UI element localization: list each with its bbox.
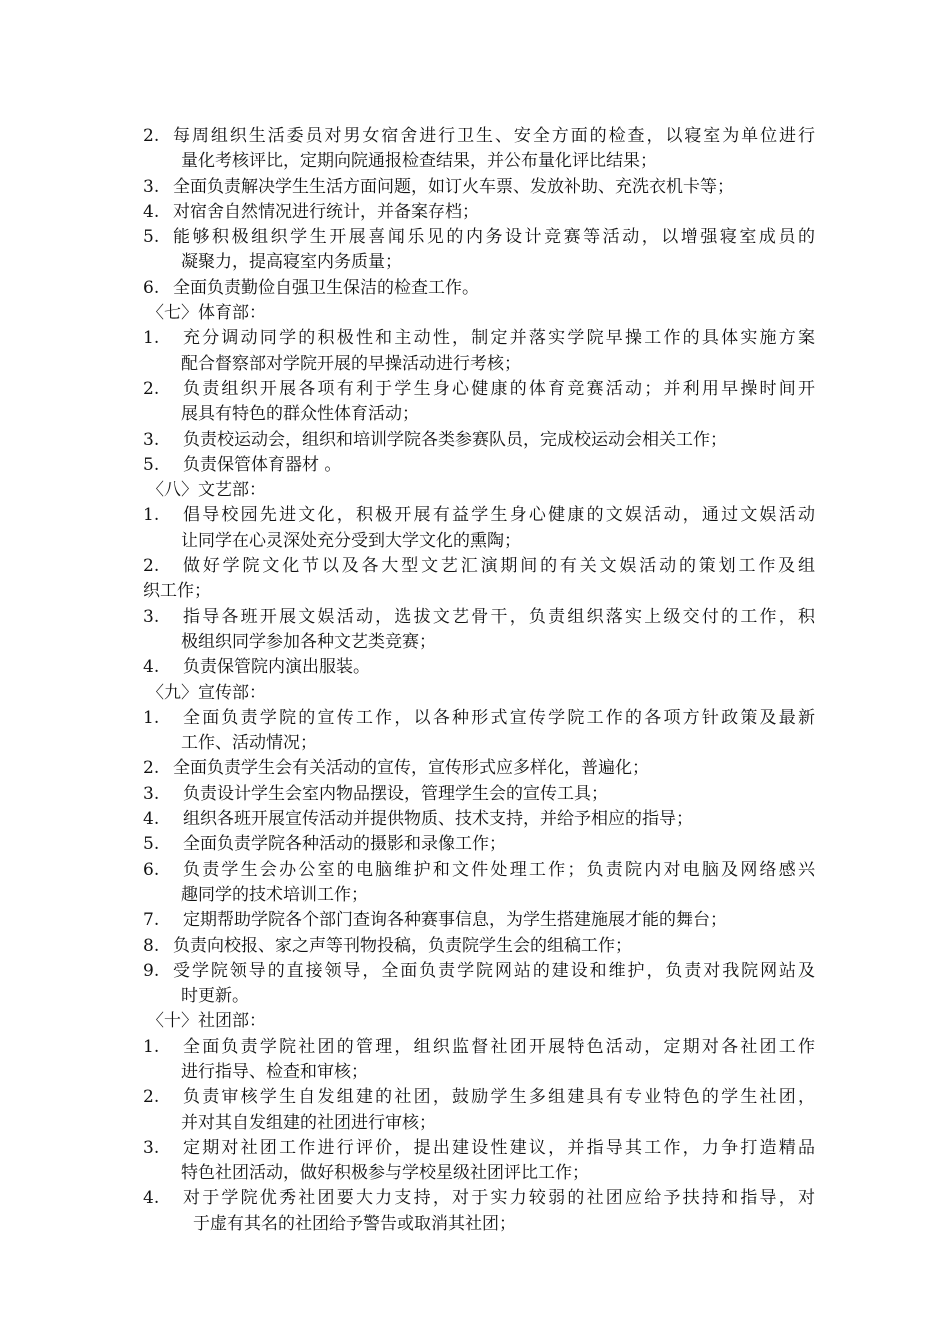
list-item-number: 4.: [143, 657, 160, 678]
list-item: [143, 276, 815, 301]
list-item-text: 量化考核评比，定期向院通报检查结果，并公布量化评比结果；: [181, 151, 657, 172]
list-item-continuation: [143, 1161, 815, 1186]
list-item-continuation: [143, 149, 815, 174]
list-item-number: 7.: [143, 910, 160, 931]
list-item-text: 负责组织开展各项有利于学生身心健康的体育竞赛活动；并利用早操时间开: [183, 378, 815, 399]
list-item-number: 1.: [143, 328, 160, 349]
list-item-text: 倡导校园先进文化，积极开展有益学生身心健康的文娱活动，通过文娱活动: [183, 505, 815, 526]
list-item-text: 全面负责学生会有关活动的宣传，宣传形式应多样化，普遍化；: [173, 758, 649, 779]
list-item: [143, 858, 815, 883]
list-item-continuation: [143, 402, 815, 427]
list-item-continuation: [143, 250, 815, 275]
list-item-text: 让同学在心灵深处充分受到大学文化的熏陶；: [181, 530, 521, 551]
list-item-text: 对于学院优秀社团要大力支持，对于实力较弱的社团应给予扶持和指导，对: [183, 1188, 815, 1209]
list-item-continuation: [143, 352, 815, 377]
list-item-number: 4.: [143, 201, 160, 222]
list-item: [143, 124, 815, 149]
list-item-number: 3.: [143, 606, 160, 627]
list-item-text: 极组织同学参加各种文艺类竞赛；: [181, 631, 436, 652]
list-item-text: 负责学生会办公室的电脑维护和文件处理工作；负责院内对电脑及网络感兴: [183, 859, 815, 880]
list-item: [143, 807, 815, 832]
list-item-text: 定期帮助学院各个部门查询各种赛事信息，为学生搭建施展才能的舞台；: [183, 910, 727, 931]
list-item-continuation: [143, 883, 815, 908]
list-item-number: 3.: [143, 783, 160, 804]
list-item-number: 6.: [143, 277, 160, 298]
list-item-text: 进行指导、检查和审核；: [181, 1061, 368, 1082]
list-item: [143, 503, 815, 528]
list-item-text: 特色社团活动，做好积极参与学校星级社团评比工作；: [181, 1163, 589, 1184]
list-item-text: 全面负责学院的宣传工作，以各种形式宣传学院工作的各项方针政策及最新: [183, 707, 815, 728]
list-item-number: 5.: [143, 454, 160, 475]
list-item-text: 并对其自发组建的社团进行审核；: [181, 1112, 436, 1133]
list-item-number: 1.: [143, 505, 160, 526]
list-item: [143, 959, 815, 984]
section-heading: [143, 1009, 815, 1034]
list-item-number: 2.: [143, 556, 160, 577]
list-item-text: 负责向校报、家之声等刊物投稿，负责院学生会的组稿工作；: [173, 935, 632, 956]
list-item-continuation: [143, 1060, 815, 1085]
list-item-text: 于虚有其名的社团给予警告或取消其社团；: [193, 1213, 516, 1234]
list-item: [143, 200, 815, 225]
list-item-text: 全面负责学院各种活动的摄影和录像工作；: [183, 834, 506, 855]
document-body: [143, 124, 815, 1237]
list-item-text: 对宿舍自然情况进行统计，并备案存档；: [173, 201, 479, 222]
list-item: [143, 1186, 815, 1211]
list-item: [143, 377, 815, 402]
section-heading: [143, 681, 815, 706]
section-heading-text: 〈八〉文艺部：: [147, 480, 266, 501]
list-item-continuation: [143, 984, 815, 1009]
list-item-number: 3.: [143, 1137, 160, 1158]
section-heading-text: 〈九〉宣传部：: [147, 682, 266, 703]
list-item: [143, 1085, 815, 1110]
list-item-text: 负责保管体育器材 。: [183, 454, 342, 475]
section-heading: [143, 301, 815, 326]
list-item: [143, 706, 815, 731]
section-heading: [143, 478, 815, 503]
list-item: [143, 225, 815, 250]
list-item-number: 2.: [143, 758, 160, 779]
list-item-number: 1.: [143, 707, 160, 728]
list-item: [143, 832, 815, 857]
list-item-continuation: [143, 731, 815, 756]
list-item: [143, 1035, 815, 1060]
list-item-continuation: [143, 579, 815, 604]
list-item-number: 2.: [143, 1087, 160, 1108]
list-item: [143, 908, 815, 933]
list-item-text: 充分调动同学的积极性和主动性，制定并落实学院早操工作的具体实施方案: [183, 328, 815, 349]
list-item-number: 1.: [143, 1036, 160, 1057]
list-item-number: 8.: [143, 935, 160, 956]
list-item-number: 3.: [143, 176, 160, 197]
list-item-number: 4.: [143, 809, 160, 830]
list-item: [143, 326, 815, 351]
list-item-text: 全面负责解决学生生活方面问题，如订火车票、发放补助、充洗衣机卡等；: [173, 176, 734, 197]
list-item: [143, 605, 815, 630]
list-item-text: 负责设计学生会室内物品摆设，管理学生会的宣传工具；: [183, 783, 608, 804]
list-item: [143, 655, 815, 680]
list-item-text: 定期对社团工作进行评价，提出建设性建议，并指导其工作，力争打造精品: [183, 1137, 815, 1158]
list-item-text: 受学院领导的直接领导，全面负责学院网站的建设和维护，负责对我院网站及: [173, 960, 815, 981]
list-item-text: 组织各班开展宣传活动并提供物质、技术支持，并给予相应的指导；: [183, 809, 693, 830]
list-item-text: 时更新。: [181, 986, 249, 1007]
list-item-number: 6.: [143, 859, 160, 880]
section-heading-text: 〈七〉体育部：: [147, 303, 266, 324]
list-item-continuation: [143, 1212, 815, 1237]
list-item-text: 负责审核学生自发组建的社团，鼓励学生多组建具有专业特色的学生社团，: [183, 1087, 815, 1108]
list-item-number: 3.: [143, 429, 160, 450]
list-item-text: 指导各班开展文娱活动，选拔文艺骨干，负责组织落实上级交付的工作，积: [183, 606, 815, 627]
list-item: [143, 453, 815, 478]
list-item-text: 负责校运动会，组织和培训学院各类参赛队员，完成校运动会相关工作；: [183, 429, 727, 450]
list-item-text: 做好学院文化节以及各大型文艺汇演期间的有关文娱活动的策划工作及组: [183, 556, 815, 577]
list-item-continuation: [143, 630, 815, 655]
list-item-number: 5.: [143, 834, 160, 855]
list-item-number: 9.: [143, 960, 160, 981]
list-item: [143, 175, 815, 200]
list-item-text: 展具有特色的群众性体育活动；: [181, 404, 419, 425]
list-item: [143, 756, 815, 781]
list-item-text: 凝聚力，提高寝室内务质量；: [181, 252, 402, 273]
list-item: [143, 782, 815, 807]
list-item-number: 5.: [143, 227, 160, 248]
list-item-text: 全面负责勤俭自强卫生保洁的检查工作。: [173, 277, 479, 298]
list-item: [143, 554, 815, 579]
list-item: [143, 934, 815, 959]
list-item-number: 4.: [143, 1188, 160, 1209]
list-item-text: 工作、活动情况；: [181, 733, 317, 754]
list-item-text: 织工作；: [143, 581, 211, 602]
list-item-continuation: [143, 1111, 815, 1136]
list-item-text: 配合督察部对学院开展的早操活动进行考核；: [181, 353, 521, 374]
list-item-number: 2.: [143, 126, 160, 146]
list-item: [143, 428, 815, 453]
section-heading-text: 〈十〉社团部：: [147, 1011, 266, 1032]
list-item-continuation: [143, 529, 815, 554]
list-item: [143, 1136, 815, 1161]
list-item-text: 负责保管院内演出服装。: [183, 657, 370, 678]
list-item-text: 能够积极组织学生开展喜闻乐见的内务设计竞赛等活动，以增强寝室成员的: [173, 227, 815, 248]
list-item-text: 每周组织生活委员对男女宿舍进行卫生、安全方面的检查，以寝室为单位进行: [173, 126, 815, 146]
list-item-number: 2.: [143, 378, 160, 399]
list-item-text: 趣同学的技术培训工作；: [181, 884, 368, 905]
list-item-text: 全面负责学院社团的管理，组织监督社团开展特色活动，定期对各社团工作: [183, 1036, 815, 1057]
